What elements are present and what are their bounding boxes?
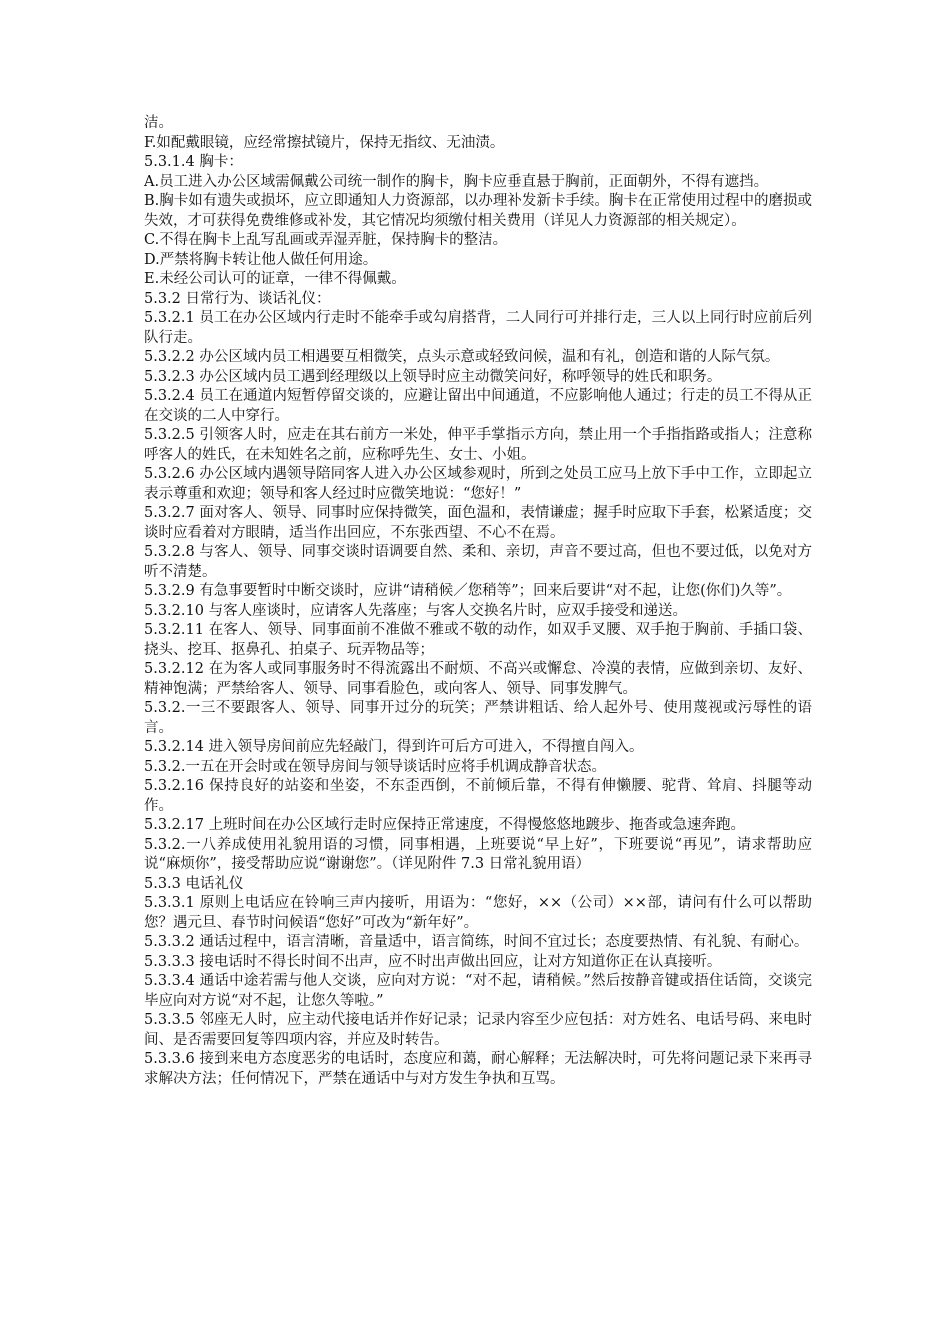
section-heading: 5.3.2 日常行为、谈话礼仪： bbox=[144, 290, 331, 307]
paragraph: 洁。 bbox=[144, 115, 173, 131]
paragraph: 5.3.3.2 通话过程中，语言清晰，音量适中，语言简练，时间不宜过长；态度要热情、有礼貌、有耐心。 bbox=[144, 934, 809, 950]
document-body bbox=[144, 114, 812, 1089]
paragraph: A.员工进入办公区域需佩戴公司统一制作的胸卡，胸卡应垂直悬于胸前，正面朝外，不得有遮挡。 bbox=[144, 173, 769, 190]
paragraph: 5.3.2.1 员工在办公区域内行走时不能牵手或勾肩搭背，二人同行可并排行走，三人以上同行时应前后列队行走。 bbox=[144, 310, 812, 346]
paragraph: E.未经公司认可的证章，一律不得佩戴。 bbox=[144, 271, 406, 287]
paragraph: 5.3.2.12 在为客人或同事服务时不得流露出不耐烦、不高兴或懈怠、冷漠的表情，应做到亲切、友好、精神饱满；严禁给客人、领导、同事看脸色，或向客人、领导、同事发脾气。 bbox=[144, 661, 812, 697]
section-heading: 5.3.3 电话礼仪 bbox=[144, 875, 244, 892]
paragraph: C.不得在胸卡上乱写乱画或弄湿弄脏，保持胸卡的整洁。 bbox=[144, 232, 508, 248]
section-heading: 5.3.1.4 胸卡： bbox=[144, 154, 243, 170]
paragraph: 5.3.2.17 上班时间在办公区域行走时应保持正常速度，不得慢悠悠地踱步、拖沓或急速奔跑。 bbox=[144, 817, 746, 833]
paragraph: 5.3.3.3 接电话时不得长时间不出声，应不时出声做出回应，让对方知道你正在认真接听。 bbox=[144, 953, 722, 970]
paragraph: F.如配戴眼镜，应经常擦拭镜片，保持无指纹、无油渍。 bbox=[144, 134, 505, 151]
paragraph: 5.3.2.14 进入领导房间前应先轻敲门，得到许可后方可进入，不得擅自闯入。 bbox=[144, 739, 644, 755]
paragraph: 5.3.2.9 有急事要暂时中断交谈时，应讲“请稍候／您稍等”；回来后要讲“对不起，让您(你们)久等”。 bbox=[144, 583, 792, 599]
paragraph: 5.3.2.10 与客人座谈时，应请客人先落座；与客人交换名片时，应双手接受和递送。 bbox=[144, 602, 688, 619]
paragraph: 5.3.2.7 面对客人、领导、同事时应保持微笑，面色温和，表情谦虚；握手时应取下手套，松紧适度；交谈时应看着对方眼睛，适当作出回应，不东张西望、不心不在焉。 bbox=[144, 505, 812, 541]
paragraph: 5.3.2.一八养成使用礼貌用语的习惯，同事相遇，上班要说“早上好”，下班要说“再见”，请求帮助应说“麻烦你”，接受帮助应说“谢谢您”。（详见附件 7.3 日常礼貌用语） bbox=[144, 836, 812, 872]
paragraph: 5.3.2.一五在开会时或在领导房间与领导谈话时应将手机调成静音状态。 bbox=[144, 758, 607, 775]
paragraph: 5.3.2.5 引领客人时，应走在其右前方一米处，伸平手掌指示方向，禁止用一个手指指路或指人；注意称呼客人的姓氏，在未知姓名之前，应称呼先生、女士、小姐。 bbox=[144, 427, 812, 463]
paragraph: 5.3.3.6 接到来电方态度恶劣的电话时，态度应和蔼，耐心解释；无法解决时，可先将问题记录下来再寻求解决方法；任何情况下，严禁在通话中与对方发生争执和互骂。 bbox=[144, 1051, 812, 1087]
paragraph: 5.3.3.1 原则上电话应在铃响三声内接听，用语为：“您好，××（公司）××部，请问有什么可以帮助您？遇元旦、春节时问候语“您好”可改为“新年好”。 bbox=[144, 895, 812, 931]
paragraph: 5.3.2.4 员工在通道内短暂停留交谈的，应避让留出中间通道，不应影响他人通过；行走的员工不得从正在交谈的二人中穿行。 bbox=[144, 388, 812, 424]
paragraph: 5.3.2.6 办公区域内遇领导陪同客人进入办公区域参观时，所到之处员工应马上放下手中工作，立即起立表示尊重和欢迎；领导和客人经过时应微笑地说：“您好！” bbox=[144, 466, 812, 502]
paragraph: 5.3.2.一三不要跟客人、领导、同事开过分的玩笑；严禁讲粗话、给人起外号、使用蔑视或污辱性的语言。 bbox=[144, 700, 812, 736]
paragraph: 5.3.2.11 在客人、领导、同事面前不准做不雅或不敬的动作，如双手叉腰、双手抱于胸前、手插口袋、挠头、挖耳、抠鼻孔、拍桌子、玩弄物品等； bbox=[144, 622, 812, 658]
paragraph: 5.3.2.3 办公区域内员工遇到经理级以上领导时应主动微笑问好，称呼领导的姓氏和职务。 bbox=[144, 368, 722, 385]
paragraph: 5.3.2.16 保持良好的站姿和坐姿，不东歪西倒，不前倾后靠，不得有伸懒腰、驼背、耸肩、抖腿等动作。 bbox=[144, 778, 812, 814]
paragraph: 5.3.3.5 邻座无人时，应主动代接电话并作好记录；记录内容至少应包括：对方姓名、电话号码、来电时间、是否需要回复等四项内容，并应及时转告。 bbox=[144, 1012, 812, 1048]
paragraph: D.严禁将胸卡转让他人做任何用途。 bbox=[144, 251, 378, 268]
paragraph: 5.3.2.8 与客人、领导、同事交谈时语调要自然、柔和、亲切，声音不要过高，但也不要过低，以免对方听不清楚。 bbox=[144, 544, 812, 580]
paragraph: 5.3.3.4 通话中途若需与他人交谈，应向对方说：“对不起，请稍候。”然后按静音键或捂住话筒，交谈完毕应向对方说“对不起，让您久等啦。” bbox=[144, 973, 812, 1009]
paragraph: B.胸卡如有遗失或损坏，应立即通知人力资源部，以办理补发新卡手续。胸卡在正常使用过程中的磨损或失效，才可获得免费维修或补发，其它情况均须缴付相关费用（详见人力资源部的相关规定）。 bbox=[144, 193, 812, 229]
paragraph: 5.3.2.2 办公区域内员工相遇要互相微笑，点头示意或轻致问候，温和有礼，创造和谐的人际气氛。 bbox=[144, 349, 780, 365]
